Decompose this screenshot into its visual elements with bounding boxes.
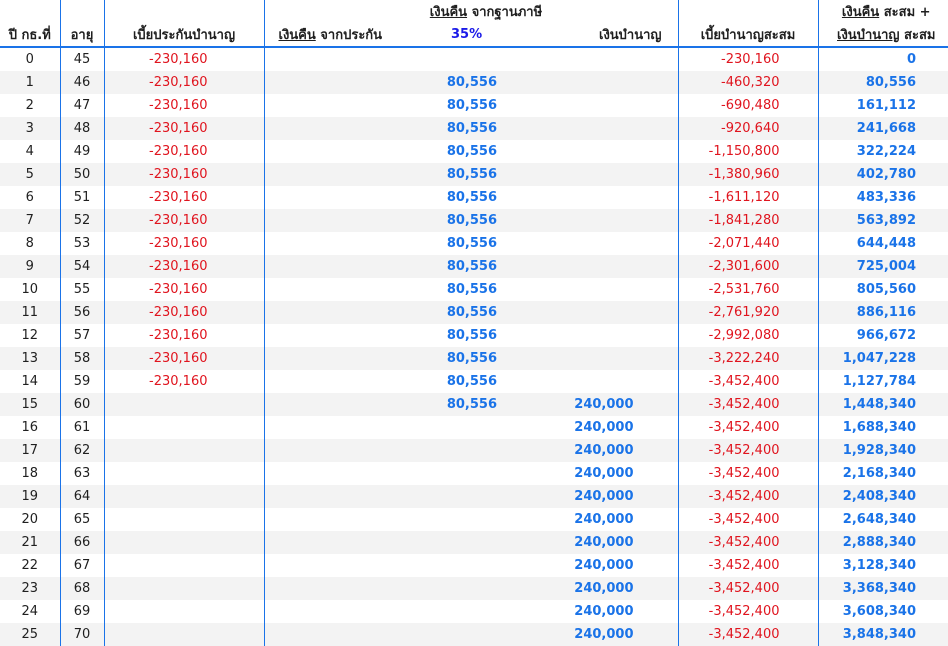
cell-refund [405,462,525,485]
cell-cum-total: 2,888,340 [818,531,948,554]
cell-year: 1 [0,71,60,94]
cell-age: 55 [60,278,104,301]
cell-refund: 80,556 [405,163,525,186]
cell-pension: 240,000 [525,531,678,554]
cell-premium: -230,160 [104,232,264,255]
cell-premium: -230,160 [104,163,264,186]
col-year-header: ปี กธ.ที่ [0,22,60,47]
cell-pension: 240,000 [525,485,678,508]
cell-year: 23 [0,577,60,600]
cell-premium: -230,160 [104,140,264,163]
cell-age: 47 [60,94,104,117]
cell-spacer [264,347,405,370]
cum-sub-rest: สะสม [899,27,936,43]
cell-age: 48 [60,117,104,140]
cell-year: 15 [0,393,60,416]
col-pension-header: เงินบำนาญ [525,22,678,47]
cell-refund: 80,556 [446,98,497,113]
table-row [0,163,948,186]
table-row [0,508,948,531]
table-row [0,600,948,623]
cell-premium [104,623,264,646]
cell-refund [405,47,525,71]
cell-premium: -230,160 [104,117,264,140]
cell-year: 6 [0,186,60,209]
cell-cum-total: 966,672 [856,328,916,343]
cell-year: 14 [0,370,60,393]
cell-cum-total: 402,780 [818,163,948,186]
cell-cum-premium: -3,452,400 [678,577,818,600]
cell-cum-total: 483,336 [856,190,916,205]
cell-age: 65 [60,508,104,531]
cell-pension [525,209,678,232]
cell-premium [104,508,264,531]
cell-pension: 240,000 [574,604,634,619]
cell-cum-premium: -1,841,280 [678,209,818,232]
cell-age: 70 [60,623,104,646]
cell-spacer [264,370,405,393]
cell-year: 4 [0,140,60,163]
cell-spacer [264,439,405,462]
cell-cum-premium: -3,222,240 [678,347,818,370]
cell-spacer [264,255,405,278]
table-row [0,140,948,163]
cell-premium [104,531,264,554]
cell-pension: 240,000 [525,623,678,646]
cell-cum-total: 322,224 [856,144,916,159]
cell-cum-total: 2,648,340 [842,512,916,527]
cell-age: 49 [60,140,104,163]
cell-spacer [264,278,405,301]
cell-cum-total: 3,608,340 [842,604,916,619]
cell-spacer [264,416,405,439]
cell-refund: 80,556 [405,117,525,140]
cell-cum-premium: -3,452,400 [678,600,818,623]
cell-premium: -230,160 [104,301,264,324]
cell-pension [525,255,678,278]
cell-refund [405,416,525,439]
cell-cum-total: 725,004 [818,255,948,278]
cell-pension [525,324,678,347]
tax-rate-value: 35% [405,22,525,47]
cell-age: 50 [60,163,104,186]
cell-spacer [264,531,405,554]
cell-age: 57 [60,324,104,347]
cell-year: 9 [0,255,60,278]
cell-spacer [264,117,405,140]
cell-cum-premium: -920,640 [678,117,818,140]
cell-cum-premium: -2,301,600 [678,255,818,278]
cell-refund [405,508,525,531]
cell-age: 53 [60,232,104,255]
cell-cum-premium: -3,452,400 [678,531,818,554]
cell-premium [104,554,264,577]
cell-cum-premium: -3,452,400 [678,370,818,393]
cell-refund: 80,556 [446,374,497,389]
tax-refund-group-header [264,0,678,22]
cum-title-rest: สะสม + [879,5,931,20]
cell-cum-total: 80,556 [818,71,948,94]
cell-age: 61 [60,416,104,439]
cell-premium: -230,160 [104,71,264,94]
cell-refund: 80,556 [446,144,497,159]
cell-spacer [264,600,405,623]
table-row [0,278,948,301]
cell-cum-premium: -3,452,400 [678,393,818,416]
cell-refund: 80,556 [405,301,525,324]
cell-age: 68 [60,577,104,600]
cell-pension [525,94,678,117]
cell-premium [104,439,264,462]
cell-refund [405,577,525,600]
cell-pension [525,278,678,301]
table-row [0,439,948,462]
cell-refund: 80,556 [405,209,525,232]
cell-premium [104,485,264,508]
cell-premium [104,577,264,600]
table-row [0,531,948,554]
header-row-top [0,0,948,22]
cell-cum-premium: -1,380,960 [678,163,818,186]
cell-refund: 80,556 [405,347,525,370]
cell-spacer [264,209,405,232]
cell-year: 16 [0,416,60,439]
cell-pension [525,232,678,255]
cell-cum-total: 1,928,340 [818,439,948,462]
cell-year: 24 [0,600,60,623]
cell-premium [104,462,264,485]
cell-cum-total: 3,848,340 [818,623,948,646]
cell-cum-premium: -2,992,080 [678,324,818,347]
cell-pension: 240,000 [574,420,634,435]
cell-spacer [264,163,405,186]
cell-age: 56 [60,301,104,324]
cell-cum-premium: -3,452,400 [678,439,818,462]
cell-cum-premium: -3,452,400 [678,508,818,531]
cell-cum-total: 1,448,340 [818,393,948,416]
cell-spacer [264,508,405,531]
cell-refund [405,485,525,508]
cell-age: 54 [60,255,104,278]
col-cum-total-header [818,22,948,47]
cell-refund: 80,556 [405,255,525,278]
cell-refund: 80,556 [405,71,525,94]
cell-refund [405,531,525,554]
table-row [0,370,948,393]
cell-pension [525,140,678,163]
cell-cum-premium: -1,611,120 [678,186,818,209]
cell-spacer [264,485,405,508]
table-row [0,485,948,508]
cell-cum-total: 0 [906,52,916,67]
cell-cum-total: 805,560 [856,282,916,297]
cell-cum-premium: -1,150,800 [678,140,818,163]
cell-pension [525,370,678,393]
cell-year: 17 [0,439,60,462]
cell-refund: 80,556 [446,328,497,343]
cell-year: 5 [0,163,60,186]
cell-cum-total: 1,047,228 [818,347,948,370]
cell-refund [405,554,525,577]
cell-cum-total: 2,168,340 [842,466,916,481]
cell-spacer [264,186,405,209]
table-row [0,577,948,600]
cell-year: 0 [0,47,60,71]
table-row [0,47,948,71]
table-row [0,232,948,255]
table-row [0,623,948,646]
cell-age: 45 [60,47,104,71]
cell-age: 67 [60,554,104,577]
cell-year: 8 [0,232,60,255]
cell-year: 19 [0,485,60,508]
cell-year: 25 [0,623,60,646]
refund-ins-underlined: เงินคืน [278,27,316,43]
cell-premium: -230,160 [104,324,264,347]
cell-pension: 240,000 [574,512,634,527]
cell-year: 11 [0,301,60,324]
cell-refund: 80,556 [446,282,497,297]
cell-cum-premium: -230,160 [678,47,818,71]
cell-pension [525,186,678,209]
cell-cum-premium: -690,480 [678,94,818,117]
cell-year: 13 [0,347,60,370]
tax-refund-title-rest: จากฐานภาษี [467,5,543,20]
cell-age: 63 [60,462,104,485]
cell-premium: -230,160 [104,255,264,278]
cell-pension: 240,000 [574,466,634,481]
cell-cum-total: 563,892 [818,209,948,232]
cell-cum-total: 1,127,784 [842,374,916,389]
cell-year: 7 [0,209,60,232]
cell-spacer [264,623,405,646]
cell-year: 20 [0,508,60,531]
cell-pension: 240,000 [525,439,678,462]
cell-cum-premium: -3,452,400 [678,462,818,485]
col-age-header: อายุ [60,22,104,47]
table-row [0,71,948,94]
cell-spacer [264,462,405,485]
header-row-bottom [0,22,948,47]
cell-cum-total: 3,368,340 [818,577,948,600]
table-row [0,117,948,140]
cell-pension [525,347,678,370]
cell-age: 51 [60,186,104,209]
cell-cum-total: 241,668 [818,117,948,140]
cell-refund [405,623,525,646]
cell-age: 69 [60,600,104,623]
cell-premium: -230,160 [104,209,264,232]
table-row [0,462,948,485]
cell-year: 21 [0,531,60,554]
cell-cum-premium: -460,320 [678,71,818,94]
cell-spacer [264,94,405,117]
cell-refund: 80,556 [446,190,497,205]
col-premium-header: เบี้ยประกันบำนาญ [104,22,264,47]
cell-cum-premium: -2,531,760 [678,278,818,301]
cell-spacer [264,301,405,324]
cell-spacer [264,393,405,416]
cell-cum-premium: -3,452,400 [678,416,818,439]
cell-cum-premium: -3,452,400 [678,554,818,577]
cell-spacer [264,554,405,577]
cell-spacer [264,324,405,347]
cell-premium: -230,160 [104,47,264,71]
cell-premium: -230,160 [104,347,264,370]
cell-age: 62 [60,439,104,462]
cell-pension [525,47,678,71]
cell-pension: 240,000 [574,558,634,573]
table-row [0,324,948,347]
cell-premium [104,393,264,416]
cum-title-underlined: เงินคืน [841,5,880,20]
cell-spacer [264,71,405,94]
cell-cum-total: 1,688,340 [842,420,916,435]
table-row [0,554,948,577]
cumulative-group-header [818,0,948,22]
cell-year: 10 [0,278,60,301]
table-row [0,94,948,117]
cell-cum-total: 886,116 [818,301,948,324]
cell-cum-total: 2,408,340 [818,485,948,508]
cell-age: 66 [60,531,104,554]
cell-age: 59 [60,370,104,393]
refund-ins-rest: จากประกัน [315,27,383,43]
table-row [0,186,948,209]
cell-cum-total: 161,112 [856,98,916,113]
cell-year: 12 [0,324,60,347]
cell-year: 22 [0,554,60,577]
table-row [0,255,948,278]
cell-year: 18 [0,462,60,485]
cell-spacer [264,140,405,163]
cell-cum-total: 3,128,340 [842,558,916,573]
cum-sub-underlined: เงินบำนาญ [837,27,900,43]
cell-cum-total: 644,448 [856,236,916,251]
tax-refund-title-underlined: เงินคืน [429,5,468,20]
cell-spacer [264,47,405,71]
cell-refund [405,600,525,623]
cell-refund: 80,556 [446,236,497,251]
cell-age: 64 [60,485,104,508]
table-row [0,301,948,324]
cell-age: 58 [60,347,104,370]
cell-pension [525,71,678,94]
cell-premium [104,416,264,439]
cell-pension [525,301,678,324]
table-body [0,47,948,646]
cell-year: 2 [0,94,60,117]
cell-premium: -230,160 [104,94,264,117]
col-cum-premium-header: เบี้ยบำนาญสะสม [678,22,818,47]
cell-pension [525,117,678,140]
table-row [0,416,948,439]
cell-premium: -230,160 [104,278,264,301]
cell-premium: -230,160 [104,370,264,393]
cell-age: 46 [60,71,104,94]
cell-pension [525,163,678,186]
cell-premium: -230,160 [104,186,264,209]
cell-age: 60 [60,393,104,416]
table-row [0,209,948,232]
col-refund-ins-header [264,22,405,47]
cell-year: 3 [0,117,60,140]
cell-cum-premium: -3,452,400 [678,485,818,508]
cell-pension: 240,000 [525,393,678,416]
cell-spacer [264,232,405,255]
cell-cum-premium: -3,452,400 [678,623,818,646]
cell-refund [405,439,525,462]
cell-refund: 80,556 [405,393,525,416]
table-row [0,347,948,370]
cell-age: 52 [60,209,104,232]
cell-premium [104,600,264,623]
cell-pension: 240,000 [525,577,678,600]
cell-cum-premium: -2,761,920 [678,301,818,324]
cell-spacer [264,577,405,600]
cell-cum-premium: -2,071,440 [678,232,818,255]
table-row [0,393,948,416]
